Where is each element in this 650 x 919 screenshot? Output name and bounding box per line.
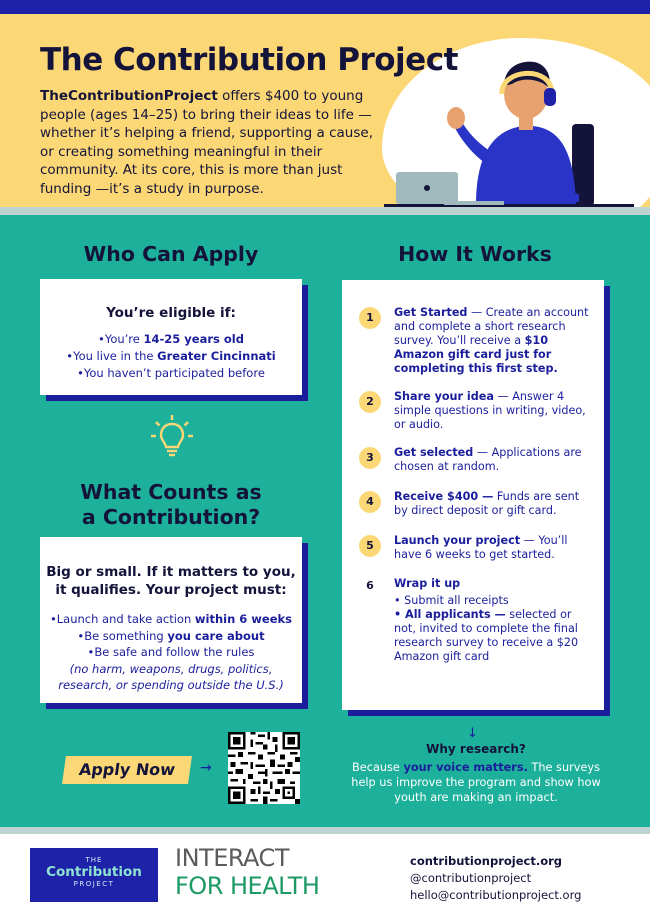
step-number: 5: [359, 535, 381, 557]
step-text: Wrap it up • Submit all receipts • All applicants — selected or not, invited to complete the final research survey to receive a $20 Amazon gift card: [394, 577, 579, 663]
arrow-right-icon: →: [200, 760, 212, 776]
step-text: Get Started — Create an account and complete a short research survey. You’ll receive a $10 Amazon gift card just for completing this first step.: [394, 306, 589, 375]
contribution-project-logo: THE Contribution PROJECT: [30, 848, 158, 902]
why-research-text: Because your voice matters. The surveys help us improve the program and show how youth are making an impact.: [351, 761, 601, 804]
contribution-item-rules: •Be safe and follow the rules: [87, 645, 255, 659]
step-text: Launch your project — You’ll have 6 weeks to get started.: [394, 534, 568, 561]
what-counts-heading: What Counts as a Contribution?: [80, 480, 262, 529]
eligibility-card: [40, 279, 302, 395]
qr-code[interactable]: [228, 732, 300, 804]
contribution-note: (no harm, weapons, drugs, politics,: [69, 661, 273, 676]
person-at-laptop-illustration: [384, 54, 634, 207]
eligibility-item-age: •You’re 14-25 years old: [98, 332, 244, 346]
step-number: 6: [366, 579, 374, 592]
hero-intro: [40, 87, 380, 198]
brand-name: TheContributionProject: [40, 88, 218, 104]
why-research-title: Why research?: [426, 742, 526, 756]
step-number: 3: [359, 447, 381, 469]
how-it-works-heading: How It Works: [398, 242, 552, 266]
step-text: Receive $400 — Funds are sent by direct deposit or gift card.: [394, 490, 580, 517]
steps-list: [342, 280, 604, 710]
arrow-down-icon: ↓: [467, 726, 478, 741]
eligibility-title: You’re eligible if:: [106, 305, 236, 321]
contribution-card: [40, 537, 302, 703]
contribution-item-timeline: •Launch and take action within 6 weeks: [49, 612, 293, 626]
eligibility-item-location: •You live in the Greater Cincinnati: [66, 349, 276, 363]
apply-now-button[interactable]: Apply Now: [62, 756, 192, 784]
step-number: 2: [359, 391, 381, 413]
step-text: Share your idea — Answer 4 simple questions in writing, video, or audio.: [394, 390, 586, 431]
page-title: The Contribution Project: [40, 42, 458, 78]
contribution-note-2: research, or spending outside the U.S.): [58, 678, 284, 692]
step-number: 1: [359, 307, 381, 329]
step-number: 4: [359, 491, 381, 513]
website-link[interactable]: contributionproject.org: [410, 854, 562, 868]
section-divider: [0, 207, 650, 215]
interact-for-health-logo: INTERACT FOR HEALTH: [175, 844, 320, 900]
intro-text: offers $400 to young people (ages 14–25) to bring their ideas to life —whether it’s helping a friend, supporting a cause, or creating something meaningful in their community. At its core, this is more than just funding —it’s a study in purpose.: [40, 88, 373, 197]
lightbulb-icon: [150, 414, 194, 458]
hero-section: [0, 14, 650, 207]
contribution-item-care: •Be something you care about: [77, 628, 265, 643]
email-link[interactable]: hello@contributionproject.org: [410, 888, 582, 902]
eligibility-list: [40, 331, 302, 382]
contribution-list: [40, 611, 302, 694]
who-can-apply-heading: Who Can Apply: [83, 242, 259, 266]
footer-divider: [0, 827, 650, 834]
top-accent-bar: [0, 0, 650, 14]
social-handle[interactable]: @contributionproject: [410, 871, 532, 885]
eligibility-item-first-time: •You haven’t participated before: [77, 366, 265, 380]
contact-info: [410, 853, 581, 904]
contribution-title: Big or small. If it matters to you, it qualifies. Your project must:: [46, 564, 296, 598]
step-text: Get selected — Applications are chosen at random.: [394, 446, 582, 473]
